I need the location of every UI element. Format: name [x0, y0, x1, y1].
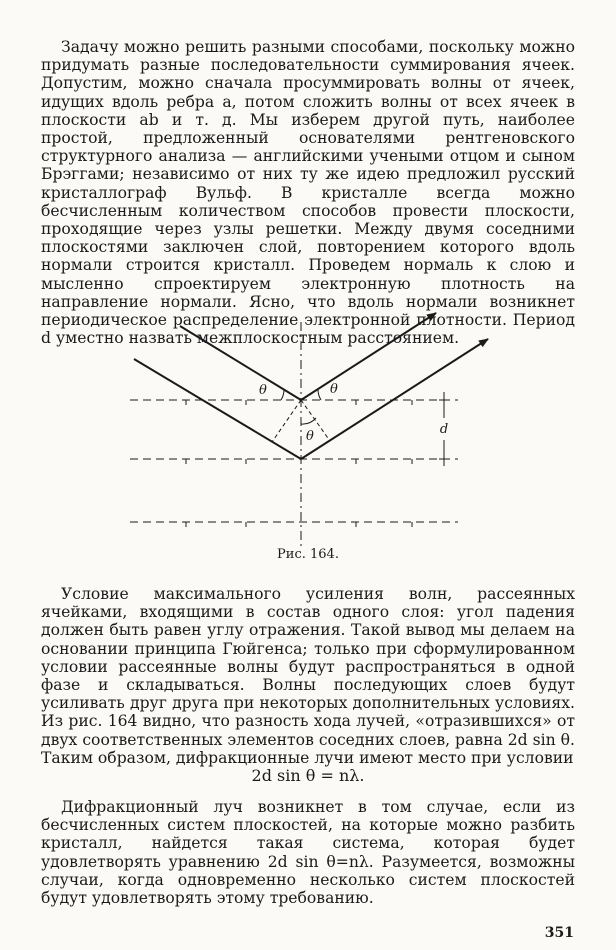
spacing-label-d: d	[439, 422, 449, 437]
theta-label-left: θ	[259, 383, 267, 398]
diffracted-ray-lower	[301, 339, 488, 459]
page-number: 351	[544, 925, 574, 941]
incident-ray-upper	[180, 326, 301, 400]
lattice-ticks	[186, 400, 412, 527]
theta-label-right: θ	[330, 382, 338, 397]
path-difference-left	[272, 400, 301, 442]
angle-arc-lower	[301, 418, 316, 424]
paragraph-bragg-condition: Условие максимального усиления волн, рассеянных ячейками, входящими в состав одного слоя: угол падения должен быть равен углу отражения. Такой вывод мы делаем на основании принципа Гюйгенса; только при сформулированном условии рассеянные волны будут распространяться в одной фазе и складываться. Волны последующих слоев будут усиливать друг друга при некоторых дополнительных условиях. Из рис. 164 видно, что разность хода лучей, «отразившихся» от двух соответственных элементов соседних слоев, равна 2d sin θ. Таким образом, дифракционные лучи имеют место при условии	[41, 585, 575, 767]
figure-caption: Рис. 164.	[277, 547, 339, 562]
bragg-diffraction-diagram	[0, 300, 616, 550]
paragraph-bragg-intro: Задачу можно решить разными способами, поскольку можно придумать разные последовательности суммирования ячеек. Допустим, можно сначала просуммировать волны от ячеек, идущих вдоль ребра a, потом сложить волны от всех ячеек в плоскости ab и т. д. Мы изберем другой путь, наиболее простой, предложенный основателями рентгеновского структурного анализа — английскими учеными отцом и сыном Брэггами; независимо от них ту же идею предложил русский кристаллограф Вульф. В кристалле всегда можно бесчисленным количеством способов провести плоскости, проходящие через узлы решетки. Между двумя соседними плоскостями заключен слой, повторением которого вдоль нормали строится кристалл. Проведем нормаль к слою и мысленно спроектируем электронную плотность на направление нормали. Ясно, что вдоль нормали возникнет периодическое распределение электронной плотности. Период d уместно назвать межплоскостным расстоянием.	[41, 38, 575, 348]
incident-ray-lower	[134, 359, 301, 459]
theta-label-lower: θ	[306, 429, 314, 444]
diffracted-ray-upper	[301, 313, 436, 400]
angle-arc-right	[318, 389, 321, 400]
angle-arc-left	[281, 389, 284, 400]
bragg-equation: 2d sin θ = nλ.	[251, 766, 365, 785]
paragraph-diffraction-beam: Дифракционный луч возникнет в том случае, если из бесчисленных систем плоскостей, на которые можно разбить кристалл, найдется такая система, которая будет удовлетворять уравнению 2d sin θ=nλ. Разумеется, возможны случаи, когда одновременно несколько систем плоскостей будут удовлетворять этому требованию.	[41, 798, 575, 908]
